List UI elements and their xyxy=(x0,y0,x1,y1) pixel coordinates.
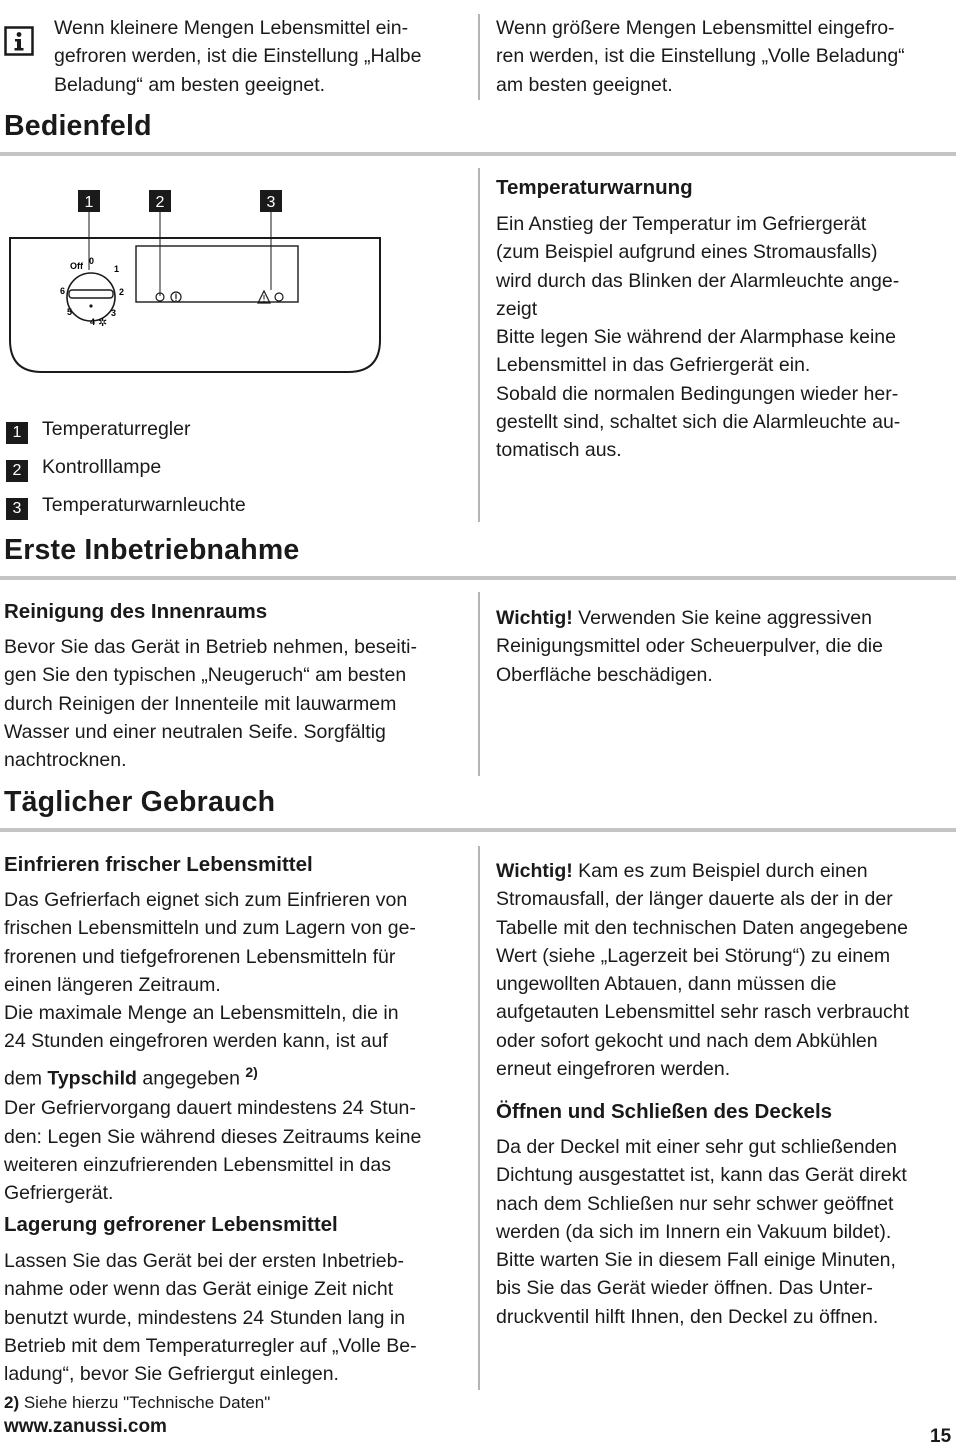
legend-item xyxy=(6,492,246,520)
section-rule xyxy=(0,828,956,832)
svg-text:2: 2 xyxy=(119,287,125,297)
text-line: Die maximale Menge an Lebensmitteln, die in xyxy=(4,1002,399,1025)
column-divider xyxy=(478,846,480,1390)
text-line: nahme oder wenn das Gerät einige Zeit nicht xyxy=(4,1278,394,1301)
svg-text:0: 0 xyxy=(89,256,95,266)
text-line: Bitte legen Sie während der Alarmphase keine xyxy=(496,326,896,349)
snowflake-icon: ✲ xyxy=(98,317,108,329)
page-number: 15 xyxy=(930,1426,952,1447)
text-line: Bitte warten Sie in diesem Fall einige Minuten, xyxy=(496,1249,896,1272)
text-line: tomatisch aus. xyxy=(496,439,622,462)
text-line: Betrieb mit dem Temperaturregler auf „Volle Be- xyxy=(4,1334,417,1357)
svg-text:1: 1 xyxy=(84,194,94,211)
text-line: frorenen und tiefgefrorenen Lebensmitteln für xyxy=(4,945,396,968)
text-line: Lebensmittel in das Gefriergerät ein. xyxy=(496,354,811,377)
text-line: Reinigungsmittel oder Scheuerpulver, die die xyxy=(496,635,883,658)
legend-label: Temperaturwarnleuchte xyxy=(42,494,246,516)
wichtig-label: Wichtig! xyxy=(496,607,573,629)
column-divider xyxy=(478,592,480,776)
legend-item xyxy=(6,416,190,444)
text-line: (zum Beispiel aufgrund eines Stromausfalls) xyxy=(496,241,878,264)
column-divider xyxy=(478,14,480,100)
legend-label: Temperaturregler xyxy=(42,418,191,440)
lagerung-text xyxy=(4,1247,466,1388)
text-line: Wert (siehe „Lagerzeit bei Störung“) zu einem xyxy=(496,944,891,967)
text-fragment: angegeben xyxy=(136,1067,246,1090)
wichtig-note-thaw xyxy=(496,857,956,1083)
section-heading-taeglicher-gebrauch: Täglicher Gebrauch xyxy=(4,786,276,818)
note-line: ren werden, ist die Einstellung „Volle Beladung“ xyxy=(496,45,905,68)
text-line: zeigt xyxy=(496,297,538,320)
svg-text:3: 3 xyxy=(111,308,117,318)
text-line: durch Reinigen der Innenteile mit lauwarmem xyxy=(4,692,397,715)
note-line: Wenn größere Mengen Lebensmittel eingefro- xyxy=(496,17,895,39)
text-line: bis Sie das Gerät wieder öffnen. Das Unter- xyxy=(496,1277,873,1300)
section-heading-bedienfeld: Bedienfeld xyxy=(4,110,152,142)
text-line xyxy=(4,1056,466,1095)
text-line: Da der Deckel mit einer sehr gut schließenden xyxy=(496,1136,898,1158)
text-line: gen Sie den typischen „Neugeruch“ am besten xyxy=(4,664,407,687)
info-line: Beladung“ am besten geeignet. xyxy=(54,73,326,96)
section-rule xyxy=(0,576,956,580)
control-panel-diagram xyxy=(8,180,386,380)
text-line: erneut eingefroren werden. xyxy=(496,1058,731,1081)
text-line: ladung“, bevor Sie Gefriergut einlegen. xyxy=(4,1363,339,1386)
text-fragment: Verwenden Sie keine aggressiven xyxy=(572,607,872,629)
legend-label: Kontrolllampe xyxy=(42,456,162,478)
legend-number: 3 xyxy=(6,498,28,520)
text-line: Wasser und einer neutralen Seife. Sorgfältig xyxy=(4,720,386,743)
text-line: weiteren einzufrierenden Lebensmittel in das xyxy=(4,1153,391,1176)
text-line: werden (da sich im Innern ein Vakuum bildet). xyxy=(496,1220,892,1243)
einfrieren-text xyxy=(4,886,466,1207)
footnote xyxy=(4,1392,270,1414)
footnote-number: 2) xyxy=(4,1393,20,1412)
svg-text:1: 1 xyxy=(114,264,120,274)
text-line xyxy=(496,857,956,885)
control-lamp xyxy=(156,292,181,302)
text-line xyxy=(496,604,956,632)
temperature-dial[interactable] xyxy=(60,256,124,329)
temperature-warning-lamp xyxy=(258,291,283,303)
subheading-reinigung: Reinigung des Innenraums xyxy=(4,600,268,623)
subheading-temperaturwarnung: Temperaturwarnung xyxy=(496,176,693,199)
wichtig-note-cleaning xyxy=(496,604,956,689)
text-line: Ein Anstieg der Temperatur im Gefriergerät xyxy=(496,213,867,235)
text-line: Sobald die normalen Bedingungen wieder her- xyxy=(496,382,899,405)
text-line: frischen Lebensmitteln und zum Lagern von ge- xyxy=(4,917,416,940)
loading-note xyxy=(496,14,956,99)
typschild-term: Typschild xyxy=(47,1067,137,1090)
text-line: Bevor Sie das Gerät in Betrieb nehmen, beseiti- xyxy=(4,636,417,658)
text-line: druckventil hilft Ihnen, den Deckel zu öffnen. xyxy=(496,1305,879,1328)
text-line: Dichtung ausgestattet ist, kann das Gerät direkt xyxy=(496,1164,907,1187)
text-line: gestellt sind, schaltet sich die Alarmleuchte au- xyxy=(496,411,901,434)
section-heading-erste-inbetriebnahme: Erste Inbetriebnahme xyxy=(4,534,300,566)
footnote-text: Siehe hierzu "Technische Daten" xyxy=(19,1393,271,1412)
text-line: Gefriergerät. xyxy=(4,1182,114,1205)
text-line: benutzt wurde, mindestens 24 Stunden lang in xyxy=(4,1306,406,1329)
svg-text:6: 6 xyxy=(60,286,66,296)
subheading-deckel: Öffnen und Schließen des Deckels xyxy=(496,1100,833,1123)
info-line: Wenn kleinere Mengen Lebensmittel ein- xyxy=(54,17,409,39)
deckel-text xyxy=(496,1133,956,1331)
text-line: oder sofort gekocht und nach dem Abkühlen xyxy=(496,1029,878,1052)
text-line: Das Gefrierfach eignet sich zum Einfrieren von xyxy=(4,889,408,911)
subheading-einfrieren: Einfrieren frischer Lebensmittel xyxy=(4,853,313,876)
svg-text:5: 5 xyxy=(67,307,73,317)
info-icon xyxy=(4,26,34,56)
footnote-ref: 2) xyxy=(245,1063,258,1080)
column-divider xyxy=(478,168,480,522)
text-line: nach dem Schließen nur sehr schwer geöffnet xyxy=(496,1192,894,1215)
svg-text:3: 3 xyxy=(266,194,276,211)
legend-number: 1 xyxy=(6,422,28,444)
text-line: Der Gefriervorgang dauert mindestens 24 Stun- xyxy=(4,1097,416,1120)
wichtig-label: Wichtig! xyxy=(496,860,573,882)
text-line: Stromausfall, der länger dauerte als der in der xyxy=(496,888,893,911)
footer-url[interactable]: www.zanussi.com xyxy=(4,1416,167,1437)
legend-number: 2 xyxy=(6,460,28,482)
text-line: aufgetauten Lebensmittel sehr rasch verbraucht xyxy=(496,1001,909,1024)
info-note xyxy=(0,12,470,102)
text-line: einen längeren Zeitraum. xyxy=(4,973,221,996)
note-line: am besten geeignet. xyxy=(496,73,673,96)
text-line: ungewollten Abtauen, dann müssen die xyxy=(496,973,837,996)
text-line: 24 Stunden eingefroren werden kann, ist auf xyxy=(4,1030,388,1053)
text-fragment: Kam es zum Beispiel durch einen xyxy=(572,860,868,882)
text-line: den: Legen Sie während dieses Zeitraums keine xyxy=(4,1125,422,1148)
svg-text:Off: Off xyxy=(70,261,83,271)
text-line: Oberfläche beschädigen. xyxy=(496,663,713,686)
subheading-lagerung: Lagerung gefrorener Lebensmittel xyxy=(4,1213,338,1236)
text-line: Lassen Sie das Gerät bei der ersten Inbetrieb- xyxy=(4,1250,404,1272)
section-rule xyxy=(0,152,956,156)
info-line: gefroren werden, ist die Einstellung „Halbe xyxy=(54,45,422,68)
temperaturwarnung-text xyxy=(496,210,956,465)
text-fragment: dem xyxy=(4,1067,48,1090)
text-line: wird durch das Blinken der Alarmleuchte ange- xyxy=(496,269,900,292)
svg-text:2: 2 xyxy=(155,194,165,211)
text-line: Tabelle mit den technischen Daten angegebene xyxy=(496,916,908,939)
text-line: nachtrocknen. xyxy=(4,749,127,772)
legend-item xyxy=(6,454,161,482)
svg-text:4: 4 xyxy=(90,317,96,327)
reinigung-text xyxy=(4,633,466,774)
